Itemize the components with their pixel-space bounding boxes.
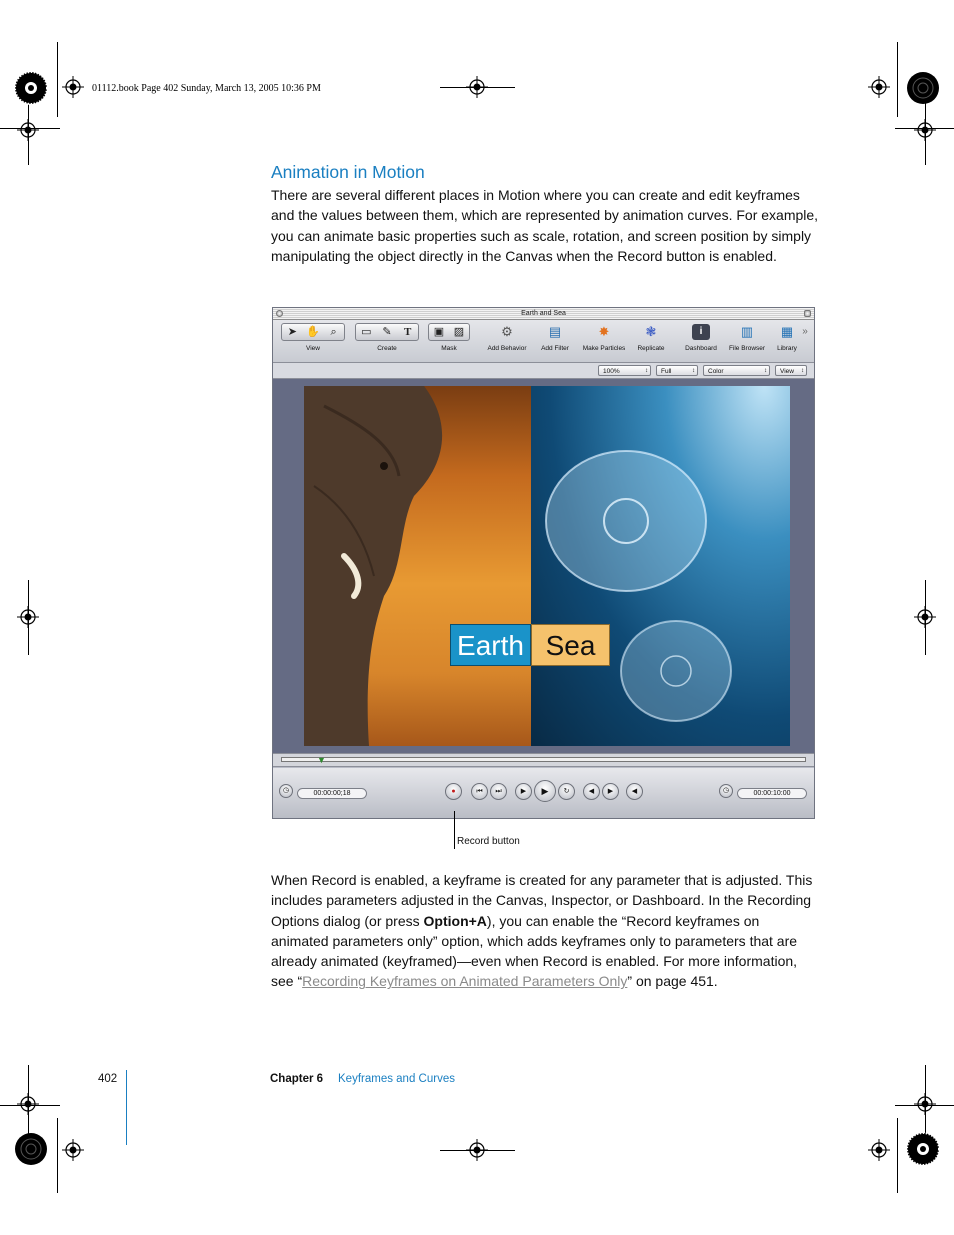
mask-rect-icon[interactable]: ▣ (433, 326, 445, 338)
mini-timeline-track[interactable] (281, 755, 806, 765)
filter-icon[interactable]: ▤ (548, 324, 562, 339)
canvas[interactable] (273, 379, 814, 753)
gear-icon[interactable]: ⚙ (501, 324, 513, 339)
registration-mark-icon (914, 119, 936, 141)
play-in-to-out-button[interactable]: ▶ (515, 783, 532, 800)
color-target-icon (14, 71, 48, 105)
toolbar-label-mask: Mask (441, 345, 457, 352)
crop-mark (57, 1118, 58, 1193)
create-tools[interactable] (355, 323, 419, 341)
rectangle-icon[interactable]: ▭ (361, 326, 372, 338)
playhead-icon[interactable]: ▼ (317, 755, 326, 765)
view-popup[interactable]: View ↕ (775, 365, 807, 376)
toolbar-label-dashboard: Dashboard (685, 345, 717, 352)
cross-reference-link[interactable]: Recording Keyframes on Animated Parameters Only (302, 973, 628, 990)
audio-button[interactable]: ◀ (626, 783, 643, 800)
toolbar (273, 320, 814, 363)
previous-frame-button[interactable]: ◀ (583, 783, 600, 800)
elephant-illustration (304, 386, 531, 746)
toolbar-label-replicate: Replicate (637, 345, 665, 352)
record-button-callout: Record button (457, 836, 520, 847)
body-text-end: ” on page 451. (627, 973, 718, 990)
info-icon[interactable]: i (692, 324, 710, 340)
duration-mode-icon[interactable]: ◷ (719, 784, 733, 798)
window-title: Earth and Sea (521, 310, 566, 317)
mask-pen-icon[interactable]: ▨ (453, 326, 465, 338)
hand-icon[interactable]: ✋ (306, 326, 320, 338)
canvas-options-bar (273, 363, 814, 379)
page-number: 402 (98, 1073, 118, 1085)
keyboard-shortcut: Option+A (423, 912, 487, 929)
window-titlebar (273, 308, 814, 320)
toolbar-toggle-icon[interactable] (804, 310, 811, 317)
toolbar-label-create: Create (377, 345, 397, 352)
crop-mark (897, 42, 898, 117)
text-icon[interactable]: T (403, 326, 412, 338)
registration-mark-icon (62, 1139, 84, 1161)
intro-paragraph: There are several different places in Motion where you can create and edit keyframes and the values between them, which are represented by animation curves. For example, you can animate basic properties such as scale, rotation, and screen position by simply manipulating the object directly in the Canvas when the Record button is enabled. (271, 187, 819, 264)
channels-popup[interactable]: Color ↕ (703, 365, 770, 376)
toolbar-label-library: Library (777, 345, 797, 352)
body-text-start: When Record is enabled, a keyframe is created for any parameter that is adjusted. This includes parameters adjusted in the Canvas, Inspector, or Dashboard. In the Recording Options dialog (or press (271, 872, 813, 929)
particles-icon[interactable]: ✸ (598, 324, 610, 339)
registration-mark-icon (868, 76, 890, 98)
loop-button[interactable]: ↻ (558, 783, 575, 800)
toolbar-label-add-behavior: Add Behavior (487, 345, 527, 352)
chapter-title: Keyframes and Curves (338, 1073, 455, 1085)
timecode-mode-icon[interactable]: ◷ (279, 784, 293, 798)
resolution-popup[interactable]: Full ↕ (656, 365, 698, 376)
file-browser-icon[interactable]: ▥ (740, 324, 754, 339)
toolbar-label-add-filter: Add Filter (541, 345, 569, 352)
color-target-icon (906, 71, 940, 105)
zoom-icon[interactable]: ⌕ (330, 326, 337, 338)
go-to-start-button[interactable]: ⏮ (471, 783, 488, 800)
body-text-middle: ), you can enable the “Record keyframes on animated parameters only” option, which adds keyframes only to parameters that are already animated (keyframed)—even when Record is enabled. For more information, see “ (271, 912, 798, 990)
print-slug: 01112.book Page 402 Sunday, March 13, 2005 10:36 PM (92, 83, 321, 94)
current-time-field[interactable]: 00:00:00;18 (297, 788, 367, 799)
next-frame-button[interactable]: ▶ (602, 783, 619, 800)
registration-mark-icon (17, 1093, 39, 1115)
earth-title-banner: Earth (450, 624, 531, 666)
registration-mark-icon (17, 606, 39, 628)
record-icon: ● (451, 788, 456, 795)
registration-mark-icon (466, 76, 488, 98)
transport-controls (273, 768, 814, 819)
chevron-right-icon[interactable]: » (802, 326, 808, 337)
registration-mark-icon (914, 1093, 936, 1115)
registration-mark-icon (62, 76, 84, 98)
canvas-image (304, 386, 790, 746)
registration-mark-icon (868, 1139, 890, 1161)
library-icon[interactable]: ▦ (780, 324, 794, 339)
color-target-icon (906, 1132, 940, 1166)
elephant-image (304, 386, 531, 746)
crop-mark (897, 1118, 898, 1193)
go-to-end-button[interactable]: ⏭ (490, 783, 507, 800)
pen-icon[interactable]: ✎ (382, 326, 392, 338)
arrow-icon[interactable]: ➤ (287, 326, 297, 338)
body-paragraph (271, 870, 819, 992)
toolbar-label-view: View (306, 345, 320, 352)
toolbar-label-make-particles: Make Particles (582, 345, 626, 352)
color-target-icon (14, 1132, 48, 1166)
record-button[interactable] (445, 783, 462, 800)
replicate-icon[interactable]: ❃ (645, 324, 657, 339)
footer-rule (126, 1070, 127, 1145)
section-heading: Animation in Motion (271, 162, 425, 182)
sea-title-banner: Sea (531, 624, 610, 666)
registration-mark-icon (914, 606, 936, 628)
registration-mark-icon (466, 1139, 488, 1161)
mask-tools[interactable] (428, 323, 470, 341)
callout-leader-line (454, 811, 455, 849)
zoom-popup[interactable]: 100% ↕ (598, 365, 651, 376)
motion-window-screenshot (272, 307, 815, 819)
jellyfish-illustration (531, 386, 790, 746)
jellyfish-image (531, 386, 790, 746)
registration-mark-icon (17, 119, 39, 141)
mini-timeline[interactable] (273, 753, 814, 767)
toolbar-label-file-browser: File Browser (728, 345, 766, 352)
view-tools[interactable] (281, 323, 345, 341)
chapter-label: Chapter 6 (270, 1073, 324, 1085)
crop-mark (57, 42, 58, 117)
play-button[interactable]: ▶ (534, 780, 556, 802)
duration-field[interactable]: 00:00:10:00 (737, 788, 807, 799)
